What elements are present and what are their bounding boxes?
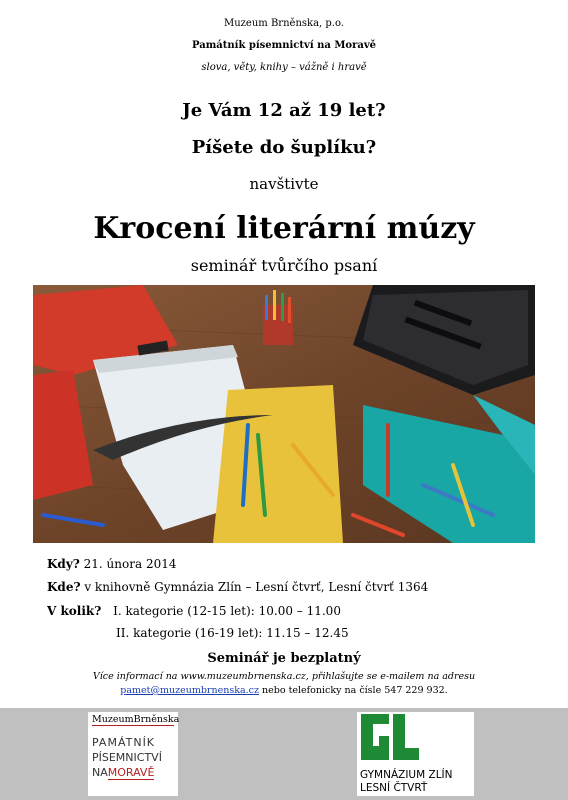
more-info-line1: Více informací na www.muzeumbrnenska.cz, přihlašujte se e-mailem na adresu (92, 671, 476, 682)
event-subtitle: seminář tvůrčího psaní (190, 256, 378, 275)
where-label: Kde? (47, 580, 81, 594)
category-1: I. kategorie (12-15 let): 10.00 – 11.00 (113, 604, 341, 618)
category-2: II. kategorie (16-19 let): 11.15 – 12.45 (116, 626, 349, 640)
school-emblem-icon (361, 714, 421, 762)
visit-text: navštivte (249, 175, 319, 193)
museum-logo-line2: PÍSEMNICTVÍ (92, 751, 162, 764)
museum-logo-morave: MORAVĚ (107, 766, 155, 779)
age-question: Je Vám 12 až 19 let? (182, 100, 386, 121)
org-name: Muzeum Brněnska, p.o. (223, 18, 344, 29)
footer-bar (0, 708, 568, 800)
branch-name: Památník písemnictví na Moravě (191, 40, 376, 51)
museum-logo-line1: PAMÁTNÍK (92, 736, 156, 749)
where-value: v knihovně Gymnázia Zlín – Lesní čtvrť, Lesní čtvrť 1364 (84, 580, 429, 594)
when-label: Kdy? (47, 557, 80, 571)
time-row (47, 604, 341, 618)
museum-logo (88, 712, 178, 796)
event-title: Krocení literární múzy (93, 211, 475, 246)
when-row (47, 557, 176, 571)
museum-logo-line3 (92, 766, 154, 779)
museum-logo-na: NA (92, 766, 108, 779)
drawer-question: Píšete do šuplíku? (191, 137, 377, 158)
desk-photo (33, 285, 535, 543)
phone-text: nebo telefonicky na čísle 547 229 932. (258, 685, 448, 696)
museum-logo-top: MuzeumBrněnska (92, 714, 180, 725)
when-value: 21. února 2014 (83, 557, 177, 571)
school-logo-line1: GYMNÁZIUM ZLÍN (360, 769, 453, 781)
free-notice: Seminář je bezplatný (207, 651, 361, 666)
where-row (47, 580, 428, 594)
school-logo (357, 712, 474, 796)
motto: slova, věty, knihy – vážně i hravě (201, 62, 367, 73)
time-label: V kolik? (47, 604, 102, 618)
email-link[interactable]: pamet@muzeumbrnenska.cz (120, 685, 259, 696)
school-logo-line2: LESNÍ ČTVRŤ (360, 782, 428, 794)
more-info-line2 (0, 685, 568, 696)
